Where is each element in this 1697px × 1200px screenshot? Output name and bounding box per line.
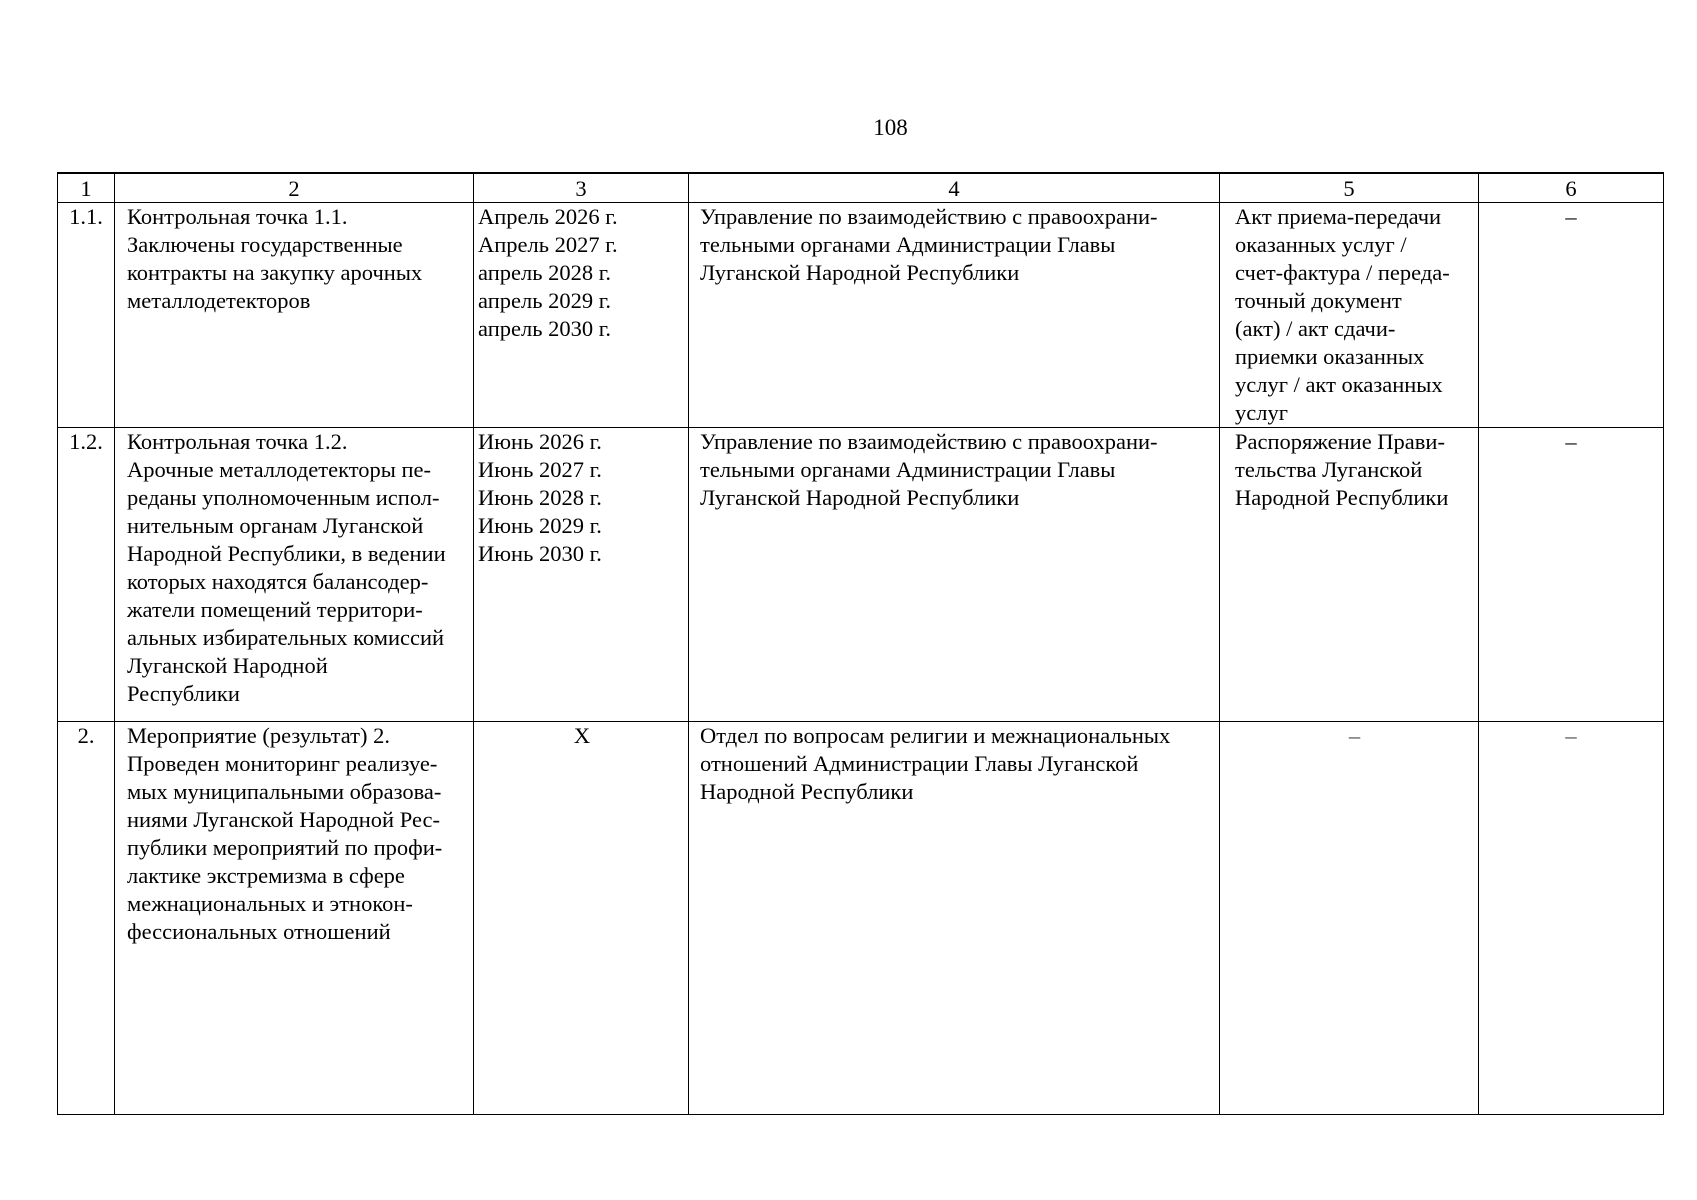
text-line: Акт приема-передачи xyxy=(1235,204,1442,229)
text-line: услуг xyxy=(1235,400,1288,425)
dash: – xyxy=(1565,204,1577,229)
text-line: (акт) / акт сдачи- xyxy=(1235,316,1396,341)
text-line: лактике экстремизма в сфере xyxy=(127,863,405,888)
responsible-executor-cell xyxy=(689,203,1220,428)
text-line: альных избирательных комиссий xyxy=(127,625,445,650)
text-line: точный документ xyxy=(1235,288,1402,313)
page-number: 108 xyxy=(873,115,908,140)
column-header-2: 2 xyxy=(115,173,474,203)
text-line: металлодетекторов xyxy=(127,288,311,313)
deadline-line: апрель 2030 г. xyxy=(478,316,612,341)
text-line: ниями Луганской Народной Рес- xyxy=(127,807,440,832)
deadline-line: Х xyxy=(573,723,591,748)
plan-table xyxy=(57,172,1664,1115)
control-point-description xyxy=(115,203,474,428)
text-line: межнациональных и этнокон- xyxy=(127,891,413,916)
text-line: Заключены государственные xyxy=(127,232,403,257)
text-line: публики мероприятий по профи- xyxy=(127,835,443,860)
row-number: 2. xyxy=(58,722,115,1115)
text-line: Луганской Народной Республики xyxy=(700,485,1020,510)
dash: – xyxy=(1565,429,1577,454)
deadline-line: Июнь 2027 г. xyxy=(478,457,602,482)
text-line: Луганской Народной Республики xyxy=(700,260,1020,285)
text-line: Управление по взаимодействию с правоохрани- xyxy=(700,204,1158,229)
dash: – xyxy=(1348,723,1361,748)
row-number: 1.1. xyxy=(58,203,115,428)
text-line: Распоряжение Прави- xyxy=(1235,429,1445,454)
table-row xyxy=(58,722,1664,1115)
text-line: жатели помещений территори- xyxy=(127,597,423,622)
column-header-5: 5 xyxy=(1220,173,1479,203)
deadline-cell xyxy=(474,428,689,722)
deadline-cell xyxy=(474,203,689,428)
activity-description xyxy=(115,722,474,1115)
row-number: 1.2. xyxy=(58,428,115,722)
text-line: Народной Республики, в ведении xyxy=(127,541,446,566)
text-line: тельства Луганской xyxy=(1235,457,1423,482)
confirming-document-cell xyxy=(1220,203,1479,428)
confirming-document-cell xyxy=(1220,428,1479,722)
text-line: Управление по взаимодействию с правоохрани- xyxy=(700,429,1158,454)
text-line: приемки оказанных xyxy=(1235,344,1425,369)
text-line: контракты на закупку арочных xyxy=(127,260,423,285)
text-line: фессиональных отношений xyxy=(127,919,391,944)
text-line: Народной Республики xyxy=(1235,485,1449,510)
text-line: Арочные металлодетекторы пе- xyxy=(127,457,432,482)
text-line: которых находятся балансодер- xyxy=(127,569,429,594)
text-line: Народной Республики xyxy=(700,779,914,804)
text-line: Республики xyxy=(127,681,240,706)
deadline-line: апрель 2028 г. xyxy=(478,260,612,285)
text-line: Проведен мониторинг реализуе- xyxy=(127,751,438,776)
deadline-line: Июнь 2026 г. xyxy=(478,429,602,454)
text-line: Контрольная точка 1.1. xyxy=(127,204,348,229)
text-line: Контрольная точка 1.2. xyxy=(127,429,348,454)
text-line: мых муниципальными образова- xyxy=(127,779,442,804)
column-header-3: 3 xyxy=(474,173,689,203)
text-line: счет-фактура / переда- xyxy=(1235,260,1450,285)
column-header-4: 4 xyxy=(689,173,1220,203)
responsible-executor-cell xyxy=(689,722,1220,1115)
deadline-line: Июнь 2030 г. xyxy=(478,541,602,566)
deadline-cell xyxy=(474,722,689,1115)
table-row xyxy=(58,428,1664,722)
column-6-cell xyxy=(1479,203,1664,428)
text-line: отношений Администрации Главы Луганской xyxy=(700,751,1139,776)
dash: – xyxy=(1565,723,1577,748)
deadline-line: апрель 2029 г. xyxy=(478,288,612,313)
text-line: Луганской Народной xyxy=(127,653,328,678)
deadline-line: Июнь 2029 г. xyxy=(478,513,602,538)
text-line: реданы уполномоченным испол- xyxy=(127,485,440,510)
deadline-line: Апрель 2026 г. xyxy=(478,204,618,229)
column-header-1: 1 xyxy=(58,173,115,203)
table-header-row xyxy=(58,173,1664,203)
text-line: нительным органам Луганской xyxy=(127,513,424,538)
column-6-cell xyxy=(1479,722,1664,1115)
text-line: оказанных услуг / xyxy=(1235,232,1407,257)
confirming-document-cell xyxy=(1220,722,1479,1115)
text-line: Мероприятие (результат) 2. xyxy=(127,723,391,748)
text-line: тельными органами Администрации Главы xyxy=(700,457,1116,482)
deadline-line: Июнь 2028 г. xyxy=(478,485,602,510)
text-line: услуг / акт оказанных xyxy=(1235,372,1443,397)
table-row xyxy=(58,203,1664,428)
text-line: тельными органами Администрации Главы xyxy=(700,232,1116,257)
column-6-cell xyxy=(1479,428,1664,722)
deadline-line: Апрель 2027 г. xyxy=(478,232,618,257)
column-header-6: 6 xyxy=(1479,173,1664,203)
text-line: Отдел по вопросам религии и межнациональных xyxy=(700,723,1171,748)
responsible-executor-cell xyxy=(689,428,1220,722)
control-point-description xyxy=(115,428,474,722)
